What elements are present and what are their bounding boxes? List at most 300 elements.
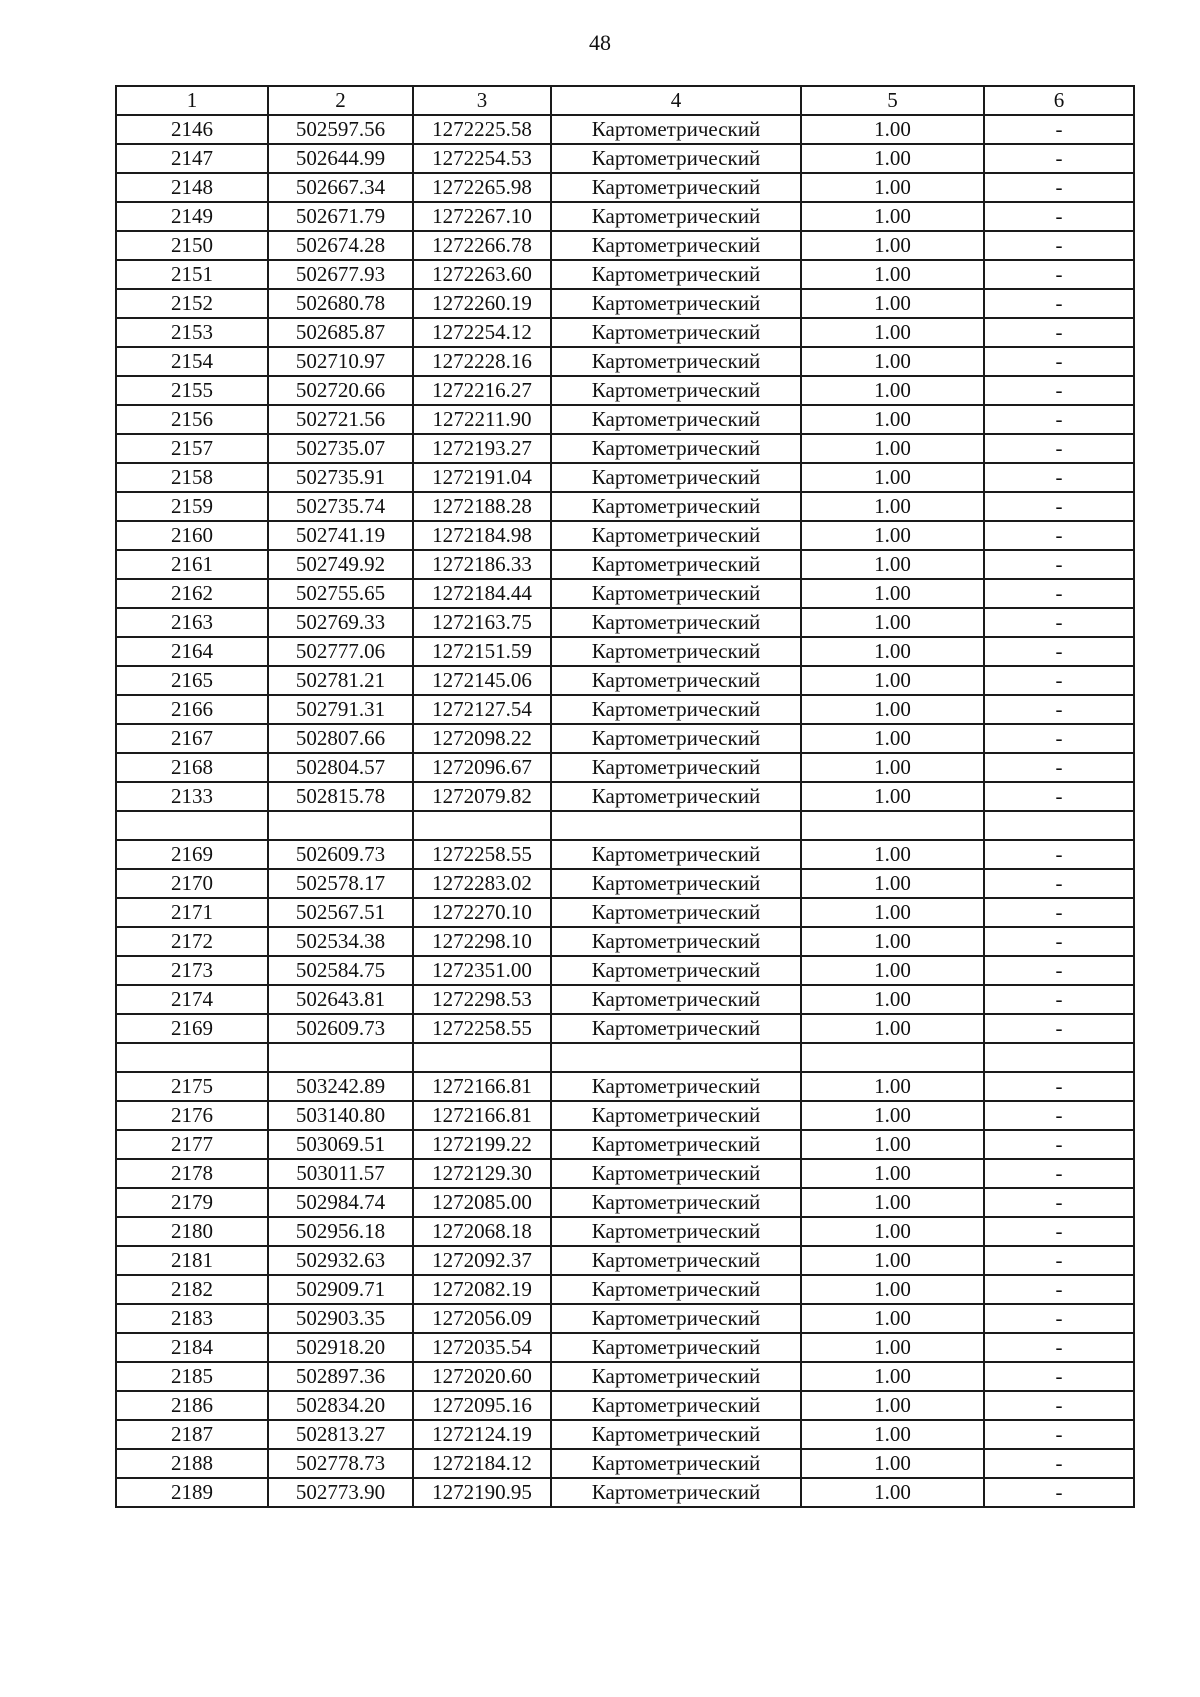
header-row <box>116 86 1134 115</box>
table-row <box>116 144 1134 173</box>
method-cell: Картометрический <box>551 869 801 898</box>
y-coordinate-cell: 1272191.04 <box>413 463 551 492</box>
table-row <box>116 231 1134 260</box>
note-cell: - <box>984 434 1134 463</box>
x-coordinate-cell: 503140.80 <box>268 1101 413 1130</box>
point-number-cell: 2171 <box>116 898 268 927</box>
method-cell: Картометрический <box>551 1362 801 1391</box>
table-row <box>116 1420 1134 1449</box>
y-coordinate-cell: 1272260.19 <box>413 289 551 318</box>
accuracy-cell: 1.00 <box>801 1188 984 1217</box>
column-header-2: 2 <box>268 86 413 115</box>
y-coordinate-cell: 1272266.78 <box>413 231 551 260</box>
note-cell: - <box>984 1101 1134 1130</box>
accuracy-cell: 1.00 <box>801 1159 984 1188</box>
x-coordinate-cell: 502984.74 <box>268 1188 413 1217</box>
note-cell <box>984 1043 1134 1072</box>
note-cell: - <box>984 898 1134 927</box>
y-coordinate-cell: 1272166.81 <box>413 1072 551 1101</box>
point-number-cell: 2146 <box>116 115 268 144</box>
accuracy-cell: 1.00 <box>801 1275 984 1304</box>
point-number-cell: 2168 <box>116 753 268 782</box>
note-cell: - <box>984 1420 1134 1449</box>
point-number-cell: 2161 <box>116 550 268 579</box>
column-header-6: 6 <box>984 86 1134 115</box>
table-row <box>116 1449 1134 1478</box>
accuracy-cell <box>801 811 984 840</box>
point-number-cell: 2151 <box>116 260 268 289</box>
method-cell: Картометрический <box>551 260 801 289</box>
table-row <box>116 1072 1134 1101</box>
table-row <box>116 1391 1134 1420</box>
x-coordinate-cell: 503069.51 <box>268 1130 413 1159</box>
method-cell: Картометрический <box>551 144 801 173</box>
note-cell: - <box>984 753 1134 782</box>
accuracy-cell: 1.00 <box>801 1362 984 1391</box>
table-row <box>116 695 1134 724</box>
x-coordinate-cell: 502735.74 <box>268 492 413 521</box>
group-separator-row <box>116 811 1134 840</box>
column-header-4: 4 <box>551 86 801 115</box>
method-cell: Картометрический <box>551 608 801 637</box>
x-coordinate-cell: 502597.56 <box>268 115 413 144</box>
table-row <box>116 1478 1134 1507</box>
table-row <box>116 1275 1134 1304</box>
point-number-cell: 2189 <box>116 1478 268 1507</box>
method-cell: Картометрический <box>551 1159 801 1188</box>
method-cell: Картометрический <box>551 376 801 405</box>
x-coordinate-cell: 502903.35 <box>268 1304 413 1333</box>
y-coordinate-cell: 1272211.90 <box>413 405 551 434</box>
x-coordinate-cell: 502755.65 <box>268 579 413 608</box>
table-row <box>116 840 1134 869</box>
y-coordinate-cell: 1272283.02 <box>413 869 551 898</box>
note-cell: - <box>984 492 1134 521</box>
point-number-cell: 2182 <box>116 1275 268 1304</box>
accuracy-cell: 1.00 <box>801 318 984 347</box>
note-cell: - <box>984 550 1134 579</box>
point-number-cell: 2164 <box>116 637 268 666</box>
y-coordinate-cell: 1272095.16 <box>413 1391 551 1420</box>
accuracy-cell: 1.00 <box>801 1478 984 1507</box>
table-row <box>116 782 1134 811</box>
x-coordinate-cell: 502909.71 <box>268 1275 413 1304</box>
y-coordinate-cell: 1272186.33 <box>413 550 551 579</box>
accuracy-cell: 1.00 <box>801 753 984 782</box>
table-row <box>116 898 1134 927</box>
table-row <box>116 1014 1134 1043</box>
y-coordinate-cell: 1272166.81 <box>413 1101 551 1130</box>
table-row <box>116 753 1134 782</box>
accuracy-cell: 1.00 <box>801 1217 984 1246</box>
table-row <box>116 579 1134 608</box>
y-coordinate-cell: 1272351.00 <box>413 956 551 985</box>
point-number-cell: 2180 <box>116 1217 268 1246</box>
accuracy-cell: 1.00 <box>801 579 984 608</box>
point-number-cell: 2150 <box>116 231 268 260</box>
table-row <box>116 1362 1134 1391</box>
accuracy-cell: 1.00 <box>801 289 984 318</box>
point-number-cell: 2159 <box>116 492 268 521</box>
accuracy-cell: 1.00 <box>801 144 984 173</box>
point-number-cell: 2147 <box>116 144 268 173</box>
x-coordinate-cell: 502815.78 <box>268 782 413 811</box>
y-coordinate-cell: 1272199.22 <box>413 1130 551 1159</box>
y-coordinate-cell: 1272228.16 <box>413 347 551 376</box>
point-number-cell: 2169 <box>116 840 268 869</box>
y-coordinate-cell: 1272151.59 <box>413 637 551 666</box>
x-coordinate-cell: 502804.57 <box>268 753 413 782</box>
y-coordinate-cell: 1272085.00 <box>413 1188 551 1217</box>
table-row <box>116 434 1134 463</box>
accuracy-cell: 1.00 <box>801 1014 984 1043</box>
y-coordinate-cell: 1272193.27 <box>413 434 551 463</box>
y-coordinate-cell: 1272020.60 <box>413 1362 551 1391</box>
y-coordinate-cell: 1272163.75 <box>413 608 551 637</box>
table-row <box>116 1101 1134 1130</box>
method-cell: Картометрический <box>551 463 801 492</box>
table-row <box>116 492 1134 521</box>
x-coordinate-cell: 502667.34 <box>268 173 413 202</box>
table-row <box>116 202 1134 231</box>
method-cell: Картометрический <box>551 1014 801 1043</box>
column-header-1: 1 <box>116 86 268 115</box>
method-cell: Картометрический <box>551 695 801 724</box>
y-coordinate-cell: 1272124.19 <box>413 1420 551 1449</box>
accuracy-cell: 1.00 <box>801 347 984 376</box>
x-coordinate-cell: 502671.79 <box>268 202 413 231</box>
y-coordinate-cell: 1272270.10 <box>413 898 551 927</box>
note-cell: - <box>984 956 1134 985</box>
method-cell: Картометрический <box>551 840 801 869</box>
y-coordinate-cell: 1272216.27 <box>413 376 551 405</box>
method-cell: Картометрический <box>551 1333 801 1362</box>
note-cell: - <box>984 405 1134 434</box>
table-body <box>116 115 1134 1507</box>
method-cell: Картометрический <box>551 927 801 956</box>
accuracy-cell: 1.00 <box>801 1449 984 1478</box>
method-cell: Картометрический <box>551 753 801 782</box>
y-coordinate-cell: 1272225.58 <box>413 115 551 144</box>
y-coordinate-cell: 1272079.82 <box>413 782 551 811</box>
point-number-cell: 2158 <box>116 463 268 492</box>
x-coordinate-cell: 502677.93 <box>268 260 413 289</box>
note-cell: - <box>984 289 1134 318</box>
y-coordinate-cell: 1272258.55 <box>413 840 551 869</box>
x-coordinate-cell: 502791.31 <box>268 695 413 724</box>
note-cell: - <box>984 173 1134 202</box>
method-cell: Картометрический <box>551 1478 801 1507</box>
accuracy-cell: 1.00 <box>801 608 984 637</box>
note-cell: - <box>984 1188 1134 1217</box>
accuracy-cell: 1.00 <box>801 840 984 869</box>
x-coordinate-cell: 502710.97 <box>268 347 413 376</box>
point-number-cell: 2154 <box>116 347 268 376</box>
y-coordinate-cell: 1272096.67 <box>413 753 551 782</box>
accuracy-cell: 1.00 <box>801 695 984 724</box>
method-cell: Картометрический <box>551 898 801 927</box>
table-row <box>116 985 1134 1014</box>
x-coordinate-cell: 502956.18 <box>268 1217 413 1246</box>
note-cell: - <box>984 463 1134 492</box>
table-row <box>116 927 1134 956</box>
x-coordinate-cell: 502721.56 <box>268 405 413 434</box>
point-number-cell: 2188 <box>116 1449 268 1478</box>
accuracy-cell: 1.00 <box>801 869 984 898</box>
coordinates-table <box>115 85 1135 1508</box>
note-cell: - <box>984 724 1134 753</box>
method-cell: Картометрический <box>551 521 801 550</box>
point-number-cell: 2174 <box>116 985 268 1014</box>
table-row <box>116 173 1134 202</box>
y-coordinate-cell <box>413 1043 551 1072</box>
accuracy-cell: 1.00 <box>801 376 984 405</box>
x-coordinate-cell: 502778.73 <box>268 1449 413 1478</box>
table-row <box>116 347 1134 376</box>
point-number-cell: 2178 <box>116 1159 268 1188</box>
point-number-cell: 2177 <box>116 1130 268 1159</box>
point-number-cell: 2157 <box>116 434 268 463</box>
x-coordinate-cell: 502680.78 <box>268 289 413 318</box>
note-cell: - <box>984 1478 1134 1507</box>
point-number-cell: 2184 <box>116 1333 268 1362</box>
accuracy-cell: 1.00 <box>801 898 984 927</box>
method-cell: Картометрический <box>551 666 801 695</box>
method-cell <box>551 811 801 840</box>
accuracy-cell: 1.00 <box>801 782 984 811</box>
y-coordinate-cell: 1272068.18 <box>413 1217 551 1246</box>
note-cell: - <box>984 695 1134 724</box>
method-cell: Картометрический <box>551 1420 801 1449</box>
accuracy-cell: 1.00 <box>801 1130 984 1159</box>
note-cell: - <box>984 1275 1134 1304</box>
x-coordinate-cell: 503011.57 <box>268 1159 413 1188</box>
accuracy-cell: 1.00 <box>801 1101 984 1130</box>
note-cell: - <box>984 521 1134 550</box>
point-number-cell <box>116 811 268 840</box>
method-cell: Картометрический <box>551 579 801 608</box>
y-coordinate-cell: 1272184.98 <box>413 521 551 550</box>
x-coordinate-cell: 503242.89 <box>268 1072 413 1101</box>
x-coordinate-cell: 502534.38 <box>268 927 413 956</box>
point-number-cell: 2185 <box>116 1362 268 1391</box>
point-number-cell: 2187 <box>116 1420 268 1449</box>
method-cell: Картометрический <box>551 1188 801 1217</box>
table-row <box>116 1333 1134 1362</box>
method-cell: Картометрический <box>551 347 801 376</box>
method-cell: Картометрический <box>551 1217 801 1246</box>
note-cell: - <box>984 1449 1134 1478</box>
note-cell: - <box>984 1072 1134 1101</box>
accuracy-cell: 1.00 <box>801 231 984 260</box>
note-cell: - <box>984 927 1134 956</box>
point-number-cell: 2170 <box>116 869 268 898</box>
note-cell: - <box>984 260 1134 289</box>
column-header-5: 5 <box>801 86 984 115</box>
note-cell: - <box>984 318 1134 347</box>
table-row <box>116 956 1134 985</box>
method-cell: Картометрический <box>551 985 801 1014</box>
method-cell: Картометрический <box>551 405 801 434</box>
point-number-cell: 2169 <box>116 1014 268 1043</box>
method-cell: Картометрический <box>551 1130 801 1159</box>
x-coordinate-cell: 502773.90 <box>268 1478 413 1507</box>
accuracy-cell: 1.00 <box>801 115 984 144</box>
accuracy-cell: 1.00 <box>801 173 984 202</box>
y-coordinate-cell: 1272035.54 <box>413 1333 551 1362</box>
y-coordinate-cell: 1272190.95 <box>413 1478 551 1507</box>
x-coordinate-cell: 502609.73 <box>268 840 413 869</box>
accuracy-cell: 1.00 <box>801 521 984 550</box>
method-cell: Картометрический <box>551 637 801 666</box>
note-cell: - <box>984 1159 1134 1188</box>
table-row <box>116 289 1134 318</box>
accuracy-cell: 1.00 <box>801 666 984 695</box>
note-cell: - <box>984 579 1134 608</box>
note-cell: - <box>984 376 1134 405</box>
x-coordinate-cell <box>268 1043 413 1072</box>
x-coordinate-cell: 502807.66 <box>268 724 413 753</box>
note-cell: - <box>984 115 1134 144</box>
table-row <box>116 463 1134 492</box>
note-cell: - <box>984 144 1134 173</box>
method-cell: Картометрический <box>551 782 801 811</box>
accuracy-cell: 1.00 <box>801 1246 984 1275</box>
x-coordinate-cell: 502897.36 <box>268 1362 413 1391</box>
table-row <box>116 260 1134 289</box>
accuracy-cell: 1.00 <box>801 492 984 521</box>
note-cell: - <box>984 1391 1134 1420</box>
table-row <box>116 637 1134 666</box>
note-cell: - <box>984 1014 1134 1043</box>
accuracy-cell: 1.00 <box>801 1304 984 1333</box>
x-coordinate-cell: 502567.51 <box>268 898 413 927</box>
point-number-cell: 2186 <box>116 1391 268 1420</box>
x-coordinate-cell <box>268 811 413 840</box>
x-coordinate-cell: 502781.21 <box>268 666 413 695</box>
table-row <box>116 1130 1134 1159</box>
note-cell: - <box>984 1246 1134 1275</box>
note-cell: - <box>984 782 1134 811</box>
table-row <box>116 318 1134 347</box>
x-coordinate-cell: 502769.33 <box>268 608 413 637</box>
x-coordinate-cell: 502735.07 <box>268 434 413 463</box>
note-cell: - <box>984 1362 1134 1391</box>
note-cell: - <box>984 637 1134 666</box>
x-coordinate-cell: 502720.66 <box>268 376 413 405</box>
table-row <box>116 1188 1134 1217</box>
note-cell: - <box>984 1217 1134 1246</box>
x-coordinate-cell: 502609.73 <box>268 1014 413 1043</box>
group-separator-row <box>116 1043 1134 1072</box>
table-row <box>116 1159 1134 1188</box>
method-cell: Картометрический <box>551 1072 801 1101</box>
accuracy-cell: 1.00 <box>801 956 984 985</box>
y-coordinate-cell: 1272188.28 <box>413 492 551 521</box>
table-row <box>116 1246 1134 1275</box>
point-number-cell: 2166 <box>116 695 268 724</box>
note-cell: - <box>984 347 1134 376</box>
y-coordinate-cell: 1272184.44 <box>413 579 551 608</box>
accuracy-cell: 1.00 <box>801 637 984 666</box>
accuracy-cell: 1.00 <box>801 927 984 956</box>
method-cell: Картометрический <box>551 115 801 144</box>
point-number-cell: 2163 <box>116 608 268 637</box>
y-coordinate-cell: 1272056.09 <box>413 1304 551 1333</box>
method-cell: Картометрический <box>551 173 801 202</box>
method-cell: Картометрический <box>551 550 801 579</box>
table-row <box>116 608 1134 637</box>
note-cell: - <box>984 1130 1134 1159</box>
point-number-cell: 2176 <box>116 1101 268 1130</box>
y-coordinate-cell: 1272265.98 <box>413 173 551 202</box>
table-row <box>116 115 1134 144</box>
x-coordinate-cell: 502644.99 <box>268 144 413 173</box>
accuracy-cell: 1.00 <box>801 1072 984 1101</box>
table-row <box>116 724 1134 753</box>
accuracy-cell: 1.00 <box>801 405 984 434</box>
point-number-cell: 2153 <box>116 318 268 347</box>
column-header-3: 3 <box>413 86 551 115</box>
note-cell: - <box>984 840 1134 869</box>
table-row <box>116 1217 1134 1246</box>
method-cell: Картометрический <box>551 492 801 521</box>
method-cell: Картометрический <box>551 1391 801 1420</box>
point-number-cell: 2183 <box>116 1304 268 1333</box>
accuracy-cell: 1.00 <box>801 463 984 492</box>
method-cell: Картометрический <box>551 202 801 231</box>
y-coordinate-cell: 1272298.10 <box>413 927 551 956</box>
accuracy-cell: 1.00 <box>801 1391 984 1420</box>
accuracy-cell: 1.00 <box>801 202 984 231</box>
accuracy-cell: 1.00 <box>801 260 984 289</box>
y-coordinate-cell: 1272267.10 <box>413 202 551 231</box>
method-cell: Картометрический <box>551 724 801 753</box>
point-number-cell: 2172 <box>116 927 268 956</box>
y-coordinate-cell: 1272258.55 <box>413 1014 551 1043</box>
x-coordinate-cell: 502643.81 <box>268 985 413 1014</box>
point-number-cell: 2152 <box>116 289 268 318</box>
note-cell: - <box>984 202 1134 231</box>
table-row <box>116 405 1134 434</box>
note-cell: - <box>984 231 1134 260</box>
table-row <box>116 550 1134 579</box>
note-cell: - <box>984 608 1134 637</box>
x-coordinate-cell: 502685.87 <box>268 318 413 347</box>
table-row <box>116 1304 1134 1333</box>
method-cell: Картометрический <box>551 956 801 985</box>
x-coordinate-cell: 502584.75 <box>268 956 413 985</box>
note-cell: - <box>984 1304 1134 1333</box>
method-cell: Картометрический <box>551 1449 801 1478</box>
y-coordinate-cell: 1272082.19 <box>413 1275 551 1304</box>
method-cell: Картометрический <box>551 1275 801 1304</box>
method-cell: Картометрический <box>551 289 801 318</box>
y-coordinate-cell: 1272098.22 <box>413 724 551 753</box>
y-coordinate-cell: 1272184.12 <box>413 1449 551 1478</box>
point-number-cell: 2156 <box>116 405 268 434</box>
page-number: 48 <box>589 30 611 55</box>
note-cell: - <box>984 985 1134 1014</box>
table-row <box>116 666 1134 695</box>
note-cell: - <box>984 666 1134 695</box>
table-row <box>116 376 1134 405</box>
x-coordinate-cell: 502813.27 <box>268 1420 413 1449</box>
note-cell <box>984 811 1134 840</box>
x-coordinate-cell: 502932.63 <box>268 1246 413 1275</box>
method-cell: Картометрический <box>551 434 801 463</box>
y-coordinate-cell: 1272092.37 <box>413 1246 551 1275</box>
